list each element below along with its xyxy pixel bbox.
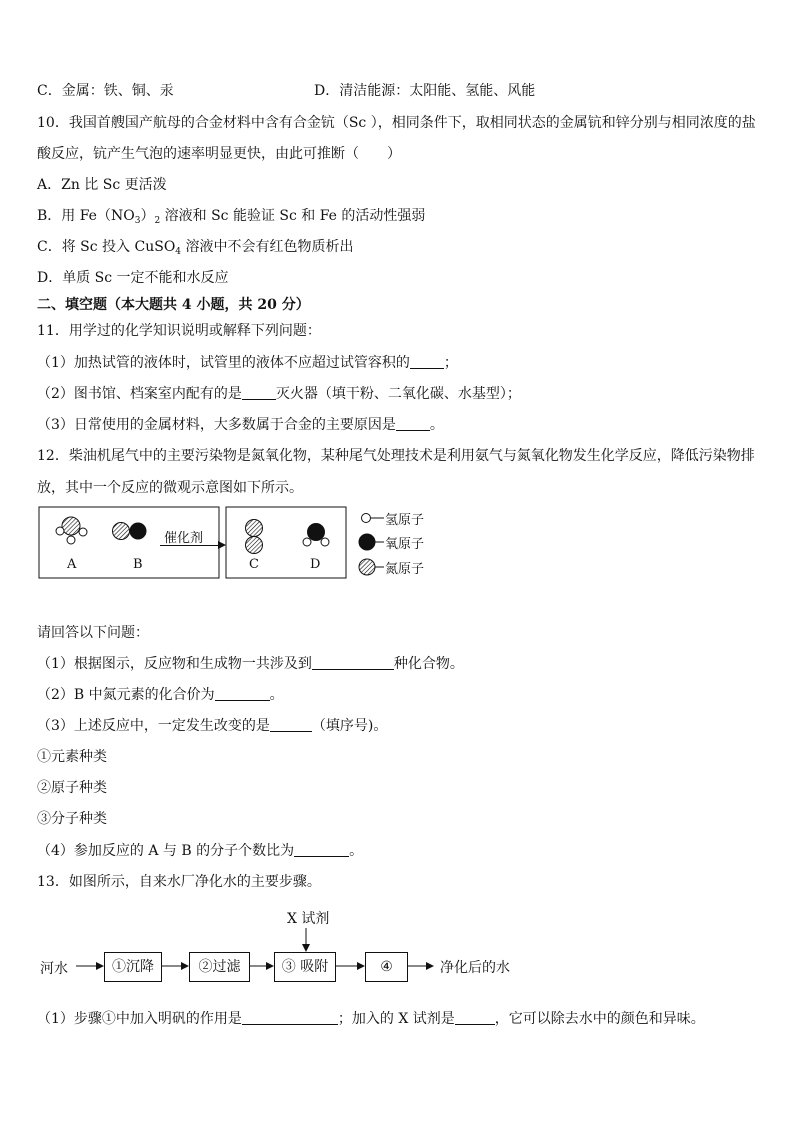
legend-nitrogen-label: 氮原子 — [385, 562, 425, 577]
q10-stem-line1: 10．我国首艘国产航母的合金材料中含有合金钪（Sc ），相同条件下，取相同状态的金属钪和锌分别与相同浓度的盐 — [37, 115, 756, 131]
q12-part2-end: 。 — [269, 687, 284, 703]
q13-part1-blank1[interactable] — [242, 1010, 338, 1025]
q12-part3-end: （填序号)。 — [311, 718, 388, 734]
q12-part3 — [37, 717, 387, 735]
q12-part4 — [37, 842, 363, 860]
catalyst-arrow-head — [218, 541, 226, 549]
flow-step-1: ①沉降 — [104, 952, 162, 982]
q10-option-c-text1: C．将 Sc 投入 CuSO — [37, 239, 176, 255]
molecule-a — [56, 517, 87, 544]
label-a: A — [67, 557, 77, 572]
q12-option-3: ③分子种类 — [37, 811, 107, 827]
q11-part2-text: （2）图书馆、档案室内配有的是 — [37, 386, 242, 402]
q11-part3-end: 。 — [429, 417, 444, 433]
reagent-arrow-head — [302, 944, 310, 952]
q13-part1-blank2[interactable] — [455, 1010, 495, 1025]
q12-part1-blank[interactable] — [312, 655, 394, 670]
q12-part1 — [37, 655, 464, 673]
q12-part3-text: （3）上述反应中，一定发生改变的是 — [37, 718, 270, 734]
reagent-label: X 试剂 — [287, 911, 330, 927]
q12-part1-end: 种化合物。 — [393, 656, 464, 672]
q12-option-1: ①元素种类 — [37, 749, 107, 765]
q10-option-b-subscript2: 2 — [154, 216, 161, 226]
q13-part1-text: （1）步骤①中加入明矾的作用是 — [37, 1011, 242, 1027]
q12-part2-text: （2）B 中氮元素的化合价为 — [37, 687, 215, 703]
catalyst-label: 催化剂 — [164, 531, 204, 546]
flow-start-label: 河水 — [40, 961, 68, 977]
q12-stem-line2: 放，其中一个反应的微观示意图如下所示。 — [37, 480, 303, 496]
legend-hydrogen-label: 氢原子 — [385, 513, 425, 528]
q12-part4-blank[interactable] — [294, 842, 349, 857]
q12-stem-line1: 12．柴油机尾气中的主要污染物是氮氧化物，某种尾气处理技术是利用氨气与氮氧化物发生化学反应，降低污染物排 — [37, 448, 755, 464]
q12-part4-text: （4）参加反应的 A 与 B 的分子个数比为 — [37, 843, 295, 859]
q11-part1-text: （1）加热试管的液体时，试管里的液体不应超过试管容积的 — [37, 355, 410, 371]
q10-option-b-text3: 溶液和 Sc 能验证 Sc 和 Fe 的活动性强弱 — [160, 208, 426, 224]
q12-option-2: ②原子种类 — [37, 780, 107, 796]
legend-hydrogen — [362, 514, 385, 523]
q13-stem: 13．如图所示，自来水厂净化水的主要步骤。 — [37, 874, 321, 890]
q11-part1-end: ； — [443, 355, 458, 371]
flow-step-3: ③ 吸附 — [274, 952, 336, 982]
molecule-b — [113, 523, 147, 540]
q11-part3-text: （3）日常使用的金属材料，大多数属于合金的主要原因是 — [37, 417, 396, 433]
section-title: 二、填空题（本大题共 4 小题，共 20 分） — [37, 297, 310, 313]
q12-part2 — [37, 686, 284, 704]
q10-option-b-subscript1: 3 — [134, 216, 141, 226]
q12-part3-blank[interactable] — [270, 717, 312, 732]
q9-option-c: C．金属：铁、铜、汞 — [37, 83, 174, 99]
q10-option-a: A．Zn 比 Sc 更活泼 — [37, 177, 167, 193]
q12-intro: 请回答以下问题： — [37, 625, 149, 641]
q10-option-b-text2: ） — [140, 208, 155, 224]
q13-part1 — [37, 1010, 705, 1028]
legend-oxygen — [359, 534, 384, 550]
q10-option-b-text1: B．用 Fe（NO — [37, 208, 135, 224]
legend-oxygen-label: 氧原子 — [385, 537, 425, 552]
legend-nitrogen — [359, 559, 384, 575]
label-c: C — [249, 557, 259, 572]
q9-option-d: D．清洁能源：太阳能、氢能、风能 — [314, 83, 536, 99]
molecule-c — [246, 520, 263, 554]
q12-part1-text: （1）根据图示，反应物和生成物一共涉及到 — [37, 656, 312, 672]
q10-option-d: D．单质 Sc 一定不能和水反应 — [37, 270, 229, 286]
label-d: D — [310, 557, 321, 572]
q11-part2-end: 灭火器（填干粉、二氧化碳、水基型）； — [275, 386, 521, 402]
label-b: B — [133, 557, 143, 572]
q12-part2-blank[interactable] — [215, 686, 270, 701]
q13-part1-text2: ；加入的 X 试剂是 — [337, 1011, 455, 1027]
q11-stem: 11．用学过的化学知识说明或解释下列问题： — [37, 323, 321, 339]
q10-option-c-text2: 溶液中不会有红色物质析出 — [181, 239, 354, 255]
q13-part1-end: ，它可以除去水中的颜色和异味。 — [494, 1011, 705, 1027]
flow-end-label: 净化后的水 — [440, 960, 510, 976]
flow-step-4: ④ — [365, 952, 408, 982]
q10-stem-line2: 酸反应，钪产生气泡的速率明显更快，由此可推断（ ） — [37, 146, 401, 162]
flow-step-2: ②过滤 — [189, 952, 250, 982]
molecule-d — [303, 524, 329, 547]
q12-part4-end: 。 — [349, 843, 364, 859]
q10-option-c-subscript: 4 — [175, 247, 182, 257]
